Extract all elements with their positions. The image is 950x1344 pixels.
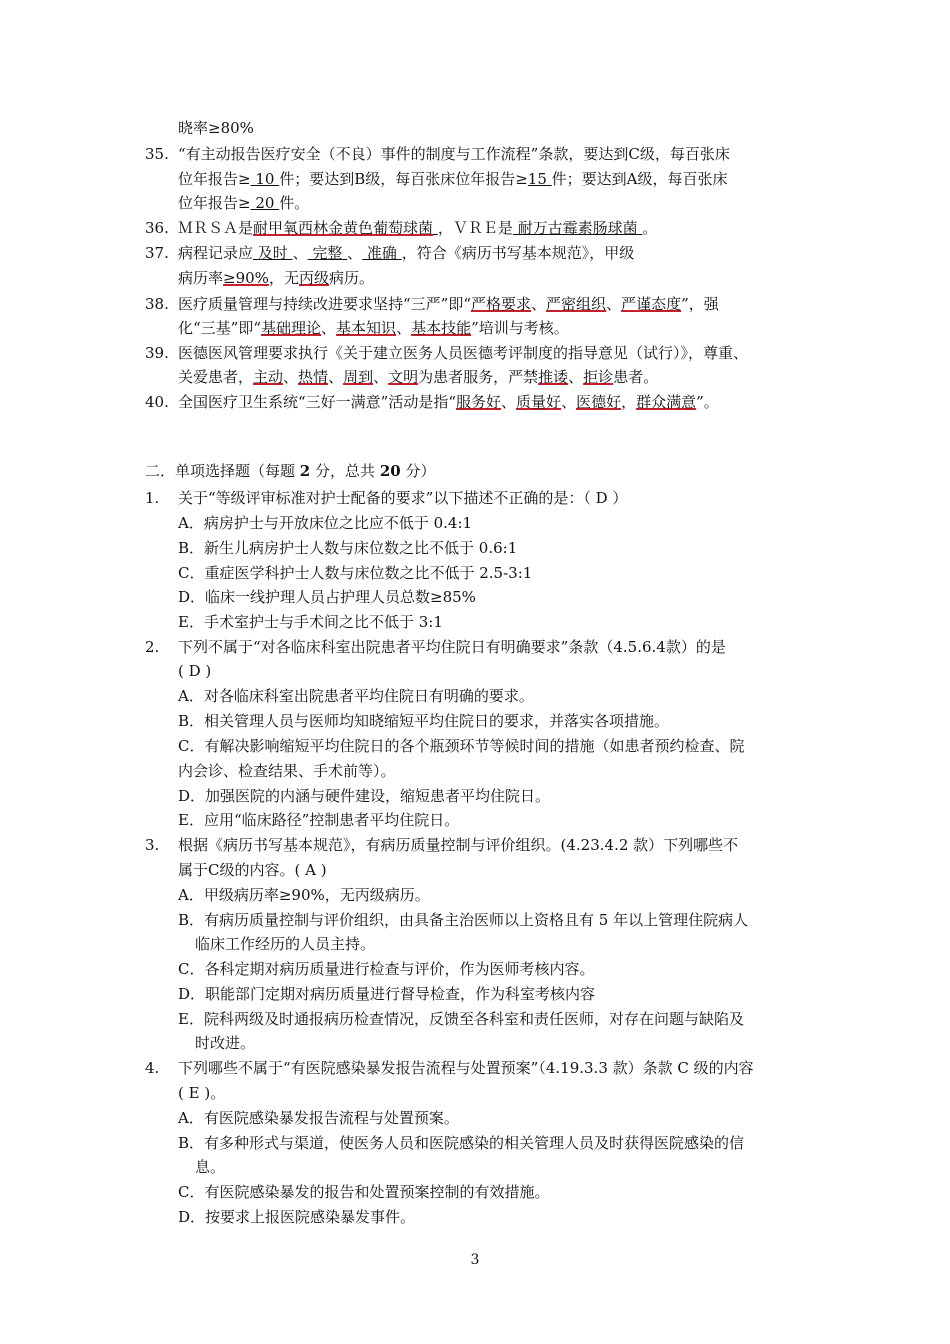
q38-answer-1: 严格要求 [471, 295, 532, 313]
q35-blank-b: 15 [527, 170, 552, 188]
q38-text-2: 化“三基”即“基础理论、基本知识、基本技能”培训与考核。 [178, 319, 569, 337]
q35-number: 35. [145, 145, 169, 163]
q39-text-1: 医德医风管理要求执行《关于建立医务人员医德考评制度的指导意见（试行）》，尊重、 [178, 344, 749, 362]
q36-answer-vre: 耐万古霉素肠球菌 [512, 219, 638, 237]
q40-answer-3: 医德好 [576, 393, 622, 411]
section-2-title: 二．单项选择题（每题 2 分，总共 20 分） [145, 462, 436, 480]
mc-q2-stem-text: 下列不属于“对各临床科室出院患者平均住院日有明确要求”条款（4.5.6.4款）的是 [178, 638, 726, 656]
q39-text-2: 关爱患者，主动、热情、周到、文明为患者服务，严禁推诿、拒诊患者。 [178, 368, 659, 386]
q38-answer-2: 严密组织 [546, 295, 607, 313]
q39-answer-3: 周到 [343, 368, 374, 386]
q36-answer-mrsa: 耐甲氧西林金黄色葡萄球菌 [253, 219, 434, 237]
q38-answer-6: 基本技能 [411, 319, 472, 337]
q37-answer-1: 及时 [253, 244, 293, 262]
q39-answer-1: 主动 [253, 368, 284, 386]
q39-answer-4: 文明 [388, 368, 419, 386]
q35-text-2: 位年报告≥ 10 件；要达到B级，每百张床位年报告≥15 件；要达到A级，每百张床 [178, 170, 728, 188]
q39-answer-2: 热情 [298, 368, 329, 386]
q37-answer-5: 丙级 [298, 269, 329, 287]
q34-tail-text: 晓率≥80% [178, 119, 254, 137]
q36-text: ＭＲＳＡ是耐甲氧西林金黄色葡萄球菌 ，ＶＲＥ是 耐万古霉素肠球菌 。 [178, 219, 658, 237]
mc-q3-number: 3. [145, 836, 160, 854]
mc-q2-number: 2. [145, 638, 160, 656]
q38-number: 38. [145, 295, 169, 313]
page-number: 3 [470, 1252, 480, 1268]
q40-answer-4: 群众满意 [636, 393, 697, 411]
q35-text-1: “有主动报告医疗安全（不良）事件的制度与工作流程”条款，要达到C级，每百张床 [178, 145, 730, 163]
mc-q1-stem-text: 关于“等级评审标准对护士配备的要求”以下描述不正确的是：（ D ） [178, 489, 628, 507]
q40-answer-1: 服务好 [456, 393, 502, 411]
q40-number: 40. [145, 393, 169, 411]
q37-answer-4: ≥90% [223, 269, 269, 287]
q40-text: 全国医疗卫生系统“三好一满意”活动是指“服务好、质量好、医德好，群众满意”。 [178, 393, 719, 411]
q37-number: 37. [145, 244, 169, 262]
q37-answer-3: 准确 [362, 244, 402, 262]
q38-answer-3: 严谨态度 [621, 295, 682, 313]
q40-answer-2: 质量好 [516, 393, 562, 411]
document-page: 晓率≥80% 35. “有主动报告医疗安全（不良）事件的制度与工作流程”条款，要达到C级，每百张床 位年报告≥ 10 件；要达到B级，每百张床位年报告≥15 件；要达到A级，每百张床 位年报告≥ 20 件。 36. ＭＲＳＡ是耐甲氧西林金黄色葡萄球菌 ，ＶＲＥ是 耐万古霉素肠球菌 。 37. 病程记录应 及时 、 完整 、 准确 ，符合《病历书写基本规范》，甲级 病历率≥90%，无丙级病历。 38. 医疗质量管理与持续改进要求坚持“三严”即“严格要求、严密组织、严谨态度”，强 化“三基”即“基础理论、基本知识、基本技能”培训与考核。 39. 医德医风管理要求执行《关于建立医务人员医德考评制度的指导意见（试行）》，尊重、 关爱患者，主动、热情、周到、文明为患者服务，严禁推诿、拒诊患者。 40. 全国医疗卫生系统“三好一满意”活动是指“服务好、质量好、医德好，群众满意”。 二．单项选择题（每题 2 分，总共 20 分） 1. 关于“等级评审标准对护士配备的要求”以下描述不正确的是：（ D ） A．病房护士与开放床位之比应不低于 0.4:1 B．新生儿病房护士人数与床位数之比不低于 0.6:1 C．重症医学科护士人数与床位数之比不低于 2.5-3:1 D．临床一线护理人员占护理人员总数≥85% E．手术室护士与手术间之比不低于 3:1 2. 下列不属于“对各临床科室出院患者平均住院日有明确要求”条款（4.5.6.4款）的是 ( D ) A．对各临床科室出院患者平均住院日有明确的要求。 B．相关管理人员与医师均知晓缩短平均住院日的要求，并落实各项措施。 C．有解决影响缩短平均住院日的各个瓶颈环节等候时间的措施（如患者预约检查、院 内会诊、检查结果、手术前等）。 D．加强医院的内涵与硬件建设，缩短患者平均住院日。 E．应用“临床路径”控制患者平均住院日。 3. 根据《病历书写基本规范》，有病历质量控制与评价组织。(4.23.4.2 款）下列哪些不 属于C级的内容。( A ) A．甲级病历率≥90%，无丙级病历。 B．有病历质量控制与评价组织，由具备主治医师以上资格且有 5 年以上管理住院病人 临床工作经历的人员主持。 C．各科定期对病历质量进行检查与评价，作为医师考核内容。 D．职能部门定期对病历质量进行督导检查，作为科室考核内容 E．院科两级及时通报病历检查情况，反馈至各科室和责任医师，对存在问题与缺陷及 时改进。 4. 下列哪些不属于“有医院感染暴发报告流程与处置预案”（4.19.3.3 款）条款 C 级的内容 ( E )。 A．有医院感染暴发报告流程与处置预案。 B．有多种形式与渠道，使医务人员和医院感染的相关管理人员及时获得医院感染的信 息。 C．有医院感染暴发的报告和处置预案控制的有效措施。 D．按要求上报医院感染暴发事件。 3 [0, 0, 950, 1344]
q35-blank-c: 10 [250, 170, 280, 188]
q38-answer-4: 基础理论 [261, 319, 322, 337]
q38-text-1: 医疗质量管理与持续改进要求坚持“三严”即“严格要求、严密组织、严谨态度”，强 [178, 295, 719, 313]
mc-q4-stem-text: 下列哪些不属于“有医院感染暴发报告流程与处置预案”（4.19.3.3 款）条款 C 级的内容 [178, 1059, 754, 1077]
mc-q3-stem-text: 根据《病历书写基本规范》，有病历质量控制与评价组织。(4.23.4.2 款）下列哪些不 [178, 836, 739, 854]
q37-text-1: 病程记录应 及时 、 完整 、 准确 ，符合《病历书写基本规范》，甲级 [178, 244, 635, 262]
q39-answer-6: 拒诊 [583, 368, 614, 386]
q38-answer-5: 基本知识 [336, 319, 397, 337]
q37-answer-2: 完整 [307, 244, 348, 262]
q39-number: 39. [145, 344, 169, 362]
q36-number: 36. [145, 219, 169, 237]
q37-text-2: 病历率≥90%，无丙级病历。 [178, 269, 374, 287]
mc-q4-number: 4. [145, 1059, 160, 1077]
q35-blank-a: 20 [250, 194, 280, 212]
q35-text-3: 位年报告≥ 20 件。 [178, 194, 310, 212]
mc-q1-number: 1. [145, 489, 160, 507]
q39-answer-5: 推诿 [538, 368, 569, 386]
